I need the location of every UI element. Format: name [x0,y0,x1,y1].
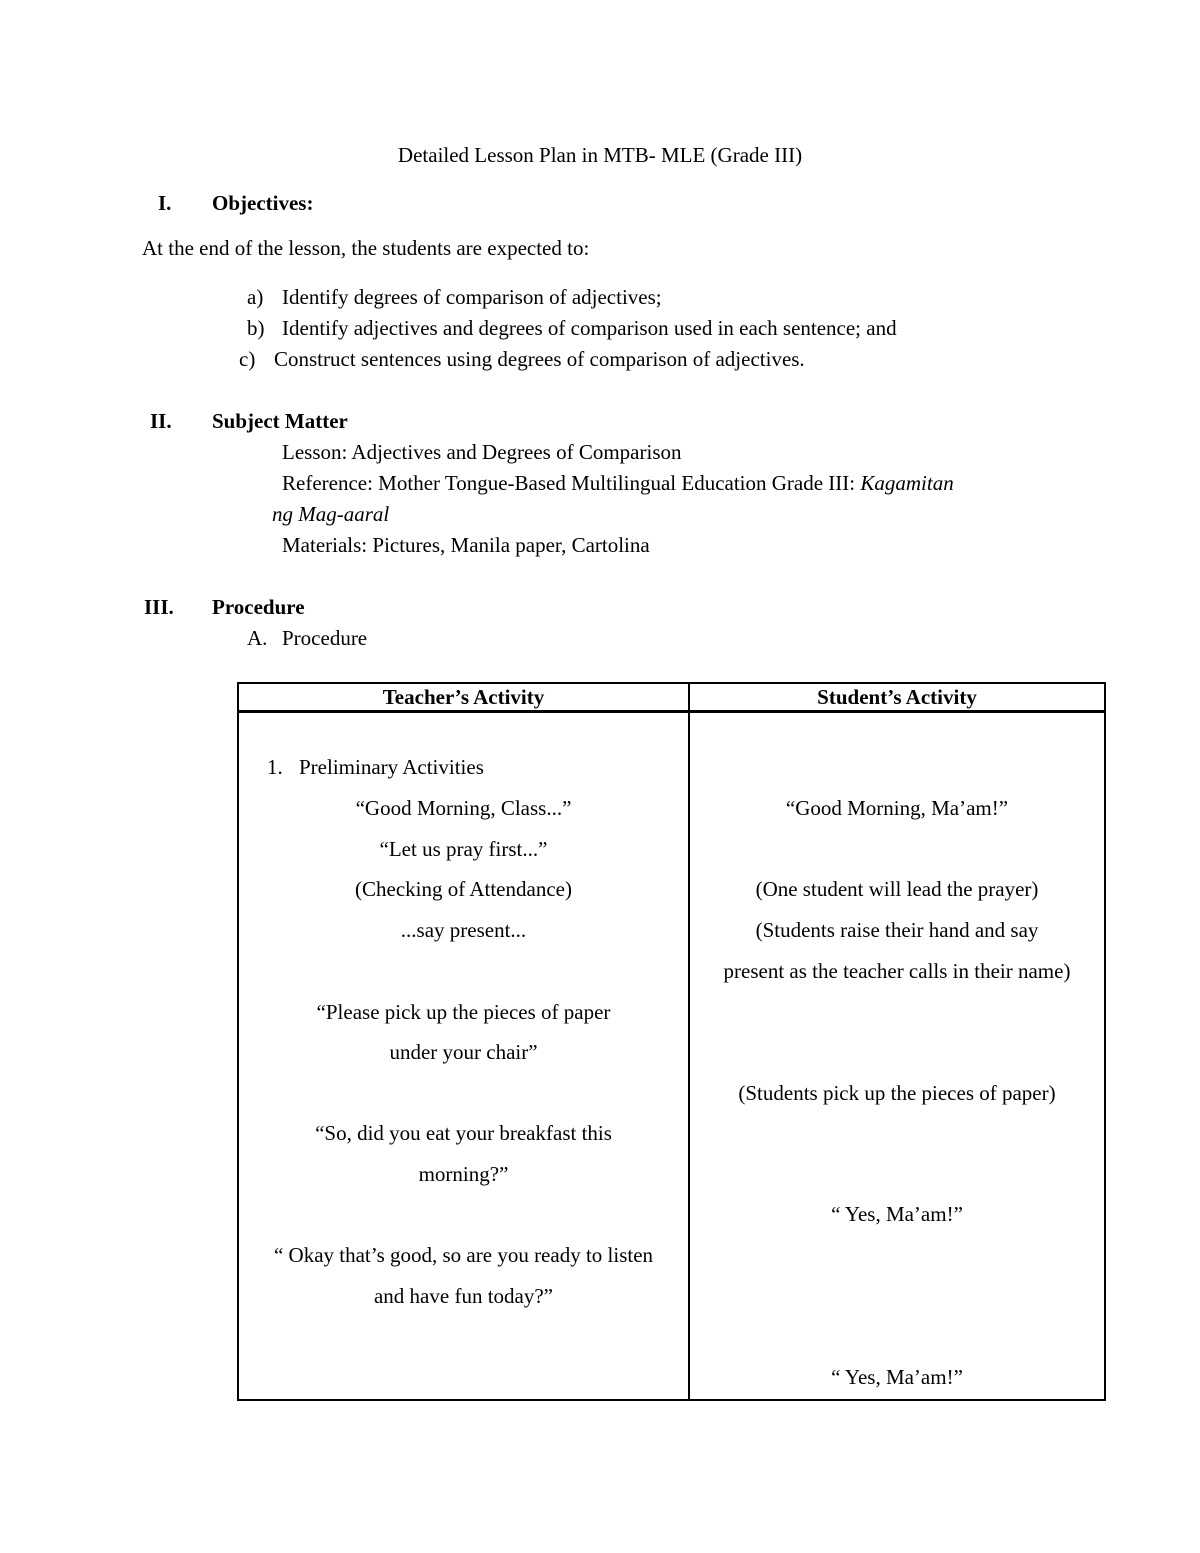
document-title: Detailed Lesson Plan in MTB- MLE (Grade III) [397,143,803,167]
student-line: “ Yes, Ma’am!” [831,1365,963,1389]
procedure-sub-marker: A. [247,626,268,650]
teacher-line: “Good Morning, Class...” [355,796,572,820]
student-line: “Good Morning, Ma’am!” [785,796,1009,820]
teacher-item-title: Preliminary Activities [299,755,484,779]
reference-label: Reference: Mother Tongue-Based Multilingual Education Grade III: [282,471,861,495]
teacher-activity-header: Teacher’s Activity [238,683,689,712]
procedure-sub-heading: Procedure [282,626,368,650]
teacher-line: “Let us pray first...” [379,837,548,861]
teacher-activity-cell [238,712,689,1401]
teacher-line: “ Okay that’s good, so are you ready to listen [273,1243,654,1267]
teacher-line: (Checking of Attendance) [355,877,572,901]
student-line: (Students pick up the pieces of paper) [738,1081,1056,1105]
procedure-table [237,682,1106,1401]
student-line: “ Yes, Ma’am!” [831,1202,963,1226]
teacher-line: morning?” [418,1162,509,1186]
section-heading-subject-matter: Subject Matter [212,409,348,433]
objective-item-c: Construct sentences using degrees of comparison of adjectives. [274,347,805,371]
subject-reference [282,473,954,494]
student-line: (One student will lead the prayer) [755,877,1039,901]
student-line: (Students raise their hand and say [755,918,1039,942]
section-heading-objectives: Objectives: [212,191,314,215]
section-heading-procedure: Procedure [212,595,305,619]
teacher-item-marker: 1. [267,755,283,779]
objectives-intro: At the end of the lesson, the students are expected to: [142,236,590,260]
teacher-line: “Please pick up the pieces of paper [316,1000,611,1024]
section-numeral-subject-matter: II. [150,409,172,433]
teacher-line: ...say present... [400,918,527,942]
objective-marker-a: a) [247,285,264,309]
student-activity-header: Student’s Activity [689,683,1105,712]
subject-lesson: Lesson: Adjectives and Degrees of Comparison [282,440,682,464]
section-numeral-procedure: III. [144,595,174,619]
objective-marker-b: b) [247,316,265,340]
subject-materials: Materials: Pictures, Manila paper, Cartolina [282,533,650,557]
objective-item-a: Identify degrees of comparison of adjectives; [282,285,662,309]
objective-marker-c: c) [239,347,256,371]
objective-item-b: Identify adjectives and degrees of comparison used in each sentence; and [282,316,897,340]
teacher-line: under your chair” [389,1040,538,1064]
student-activity-cell [689,712,1105,1401]
reference-title-part-2: ng Mag-aaral [272,502,390,526]
teacher-line: and have fun today?” [373,1284,553,1308]
reference-title-part-1: Kagamitan [860,471,954,495]
section-numeral-objectives: I. [158,191,172,215]
teacher-line: “So, did you eat your breakfast this [315,1121,612,1145]
student-line: present as the teacher calls in their name) [723,959,1071,983]
